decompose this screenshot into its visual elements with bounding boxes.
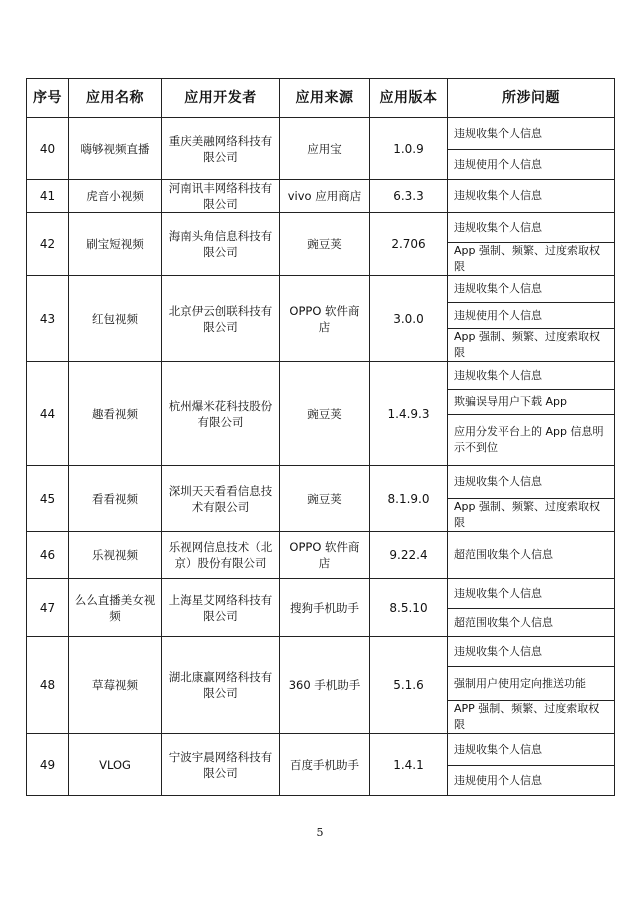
cell-app-name: 刷宝短视频: [69, 213, 162, 276]
cell-app-name: 乐视视频: [69, 532, 162, 579]
cell-issue: App 强制、频繁、过度索取权限: [448, 329, 615, 362]
cell-source: 应用宝: [280, 118, 370, 180]
cell-issue: 违规使用个人信息: [448, 150, 615, 180]
table-row: [27, 276, 615, 303]
cell-issue: 超范围收集个人信息: [448, 609, 615, 637]
header-developer: 应用开发者: [162, 79, 280, 118]
table-body: [27, 118, 615, 796]
cell-serial: 45: [27, 466, 69, 532]
cell-version: 2.706: [370, 213, 448, 276]
cell-developer: 乐视网信息技术（北京）股份有限公司: [162, 532, 280, 579]
app-issues-table: [26, 78, 615, 796]
table-header-row: [27, 79, 615, 118]
cell-developer: 河南讯丰网络科技有限公司: [162, 180, 280, 213]
cell-source: 百度手机助手: [280, 734, 370, 796]
cell-serial: 41: [27, 180, 69, 213]
cell-developer: 宁波宇晨网络科技有限公司: [162, 734, 280, 796]
cell-app-name: VLOG: [69, 734, 162, 796]
cell-serial: 42: [27, 213, 69, 276]
cell-app-name: 草莓视频: [69, 637, 162, 734]
table-row: [27, 466, 615, 499]
cell-source: 豌豆荚: [280, 466, 370, 532]
cell-issue: App 强制、频繁、过度索取权限: [448, 243, 615, 276]
cell-issue: 应用分发平台上的 App 信息明示不到位: [448, 415, 615, 466]
cell-issue: 违规收集个人信息: [448, 734, 615, 766]
cell-app-name: 么么直播美女视频: [69, 579, 162, 637]
cell-developer: 深圳天天看看信息技术有限公司: [162, 466, 280, 532]
cell-developer: 北京伊云创联科技有限公司: [162, 276, 280, 362]
cell-issue: 违规使用个人信息: [448, 303, 615, 329]
table-row: [27, 180, 615, 213]
cell-source: 豌豆荚: [280, 213, 370, 276]
cell-version: 9.22.4: [370, 532, 448, 579]
cell-app-name: 虎音小视频: [69, 180, 162, 213]
cell-serial: 48: [27, 637, 69, 734]
cell-issue: 违规收集个人信息: [448, 362, 615, 390]
table-row: [27, 118, 615, 150]
cell-serial: 49: [27, 734, 69, 796]
cell-serial: 46: [27, 532, 69, 579]
cell-app-name: 看看视频: [69, 466, 162, 532]
table-row: [27, 637, 615, 667]
page-number: 5: [316, 826, 324, 839]
cell-issue: APP 强制、频繁、过度索取权限: [448, 701, 615, 734]
cell-issue: 违规收集个人信息: [448, 466, 615, 499]
cell-serial: 43: [27, 276, 69, 362]
table-row: [27, 734, 615, 766]
header-issues: 所涉问题: [448, 79, 615, 118]
cell-source: vivo 应用商店: [280, 180, 370, 213]
cell-serial: 47: [27, 579, 69, 637]
cell-source: OPPO 软件商店: [280, 276, 370, 362]
table-row: [27, 213, 615, 243]
cell-issue: 强制用户使用定向推送功能: [448, 667, 615, 701]
cell-source: 豌豆荚: [280, 362, 370, 466]
header-source: 应用来源: [280, 79, 370, 118]
cell-developer: 重庆美融网络科技有限公司: [162, 118, 280, 180]
cell-issue: 违规使用个人信息: [448, 766, 615, 796]
cell-source: OPPO 软件商店: [280, 532, 370, 579]
cell-version: 6.3.3: [370, 180, 448, 213]
header-version: 应用版本: [370, 79, 448, 118]
table-row: [27, 532, 615, 579]
cell-issue: 违规收集个人信息: [448, 118, 615, 150]
cell-developer: 上海星艾网络科技有限公司: [162, 579, 280, 637]
cell-issue: 违规收集个人信息: [448, 276, 615, 303]
cell-app-name: 嗨够视频直播: [69, 118, 162, 180]
cell-version: 8.1.9.0: [370, 466, 448, 532]
cell-version: 3.0.0: [370, 276, 448, 362]
table-row: [27, 362, 615, 390]
cell-issue: 违规收集个人信息: [448, 213, 615, 243]
cell-issue: 违规收集个人信息: [448, 637, 615, 667]
cell-source: 360 手机助手: [280, 637, 370, 734]
cell-serial: 40: [27, 118, 69, 180]
cell-developer: 湖北康赢网络科技有限公司: [162, 637, 280, 734]
cell-version: 8.5.10: [370, 579, 448, 637]
header-serial: 序号: [27, 79, 69, 118]
cell-version: 1.0.9: [370, 118, 448, 180]
table-row: [27, 579, 615, 609]
cell-issue: 欺骗误导用户下载 App: [448, 390, 615, 415]
header-app-name: 应用名称: [69, 79, 162, 118]
cell-issue: App 强制、频繁、过度索取权限: [448, 499, 615, 532]
cell-developer: 海南头角信息科技有限公司: [162, 213, 280, 276]
cell-issue: 违规收集个人信息: [448, 180, 615, 213]
cell-issue: 违规收集个人信息: [448, 579, 615, 609]
cell-version: 5.1.6: [370, 637, 448, 734]
cell-developer: 杭州爆米花科技股份有限公司: [162, 362, 280, 466]
cell-app-name: 趣看视频: [69, 362, 162, 466]
cell-version: 1.4.9.3: [370, 362, 448, 466]
cell-app-name: 红包视频: [69, 276, 162, 362]
cell-source: 搜狗手机助手: [280, 579, 370, 637]
cell-serial: 44: [27, 362, 69, 466]
cell-version: 1.4.1: [370, 734, 448, 796]
cell-issue: 超范围收集个人信息: [448, 532, 615, 579]
